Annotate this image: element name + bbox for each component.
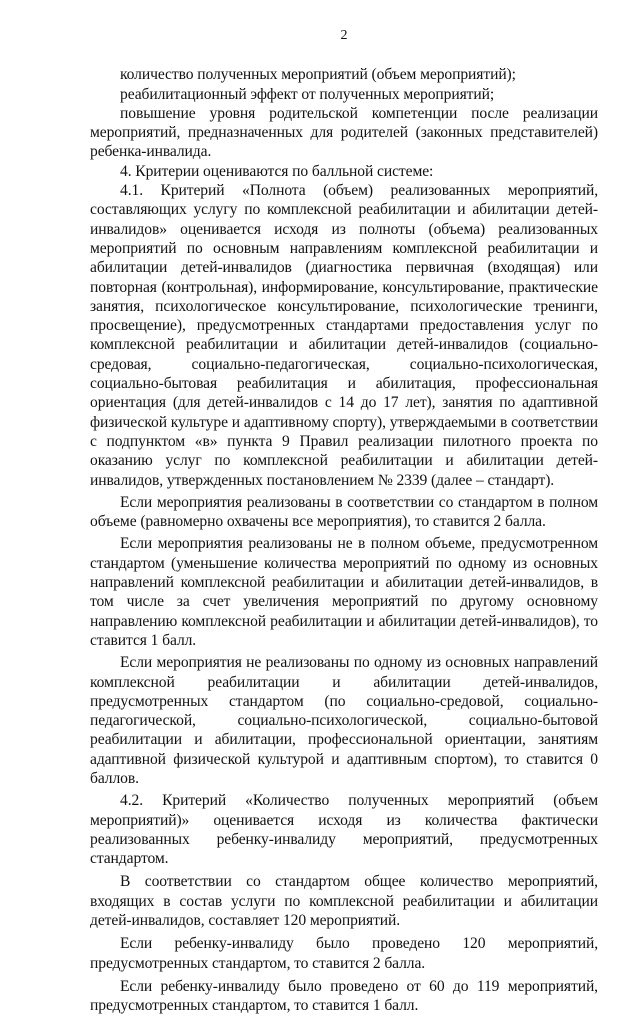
paragraph-full-volume-2-points: Если мероприятия реализованы в соответствии со стандартом в полном объеме (равномерно охвачены все мероприятия), то ставится 2 балла. [90,493,598,531]
document-page [90,26,598,1016]
paragraph-total-120-activities: В соответствии со стандартом общее количество мероприятий, входящих в состав услуги по комплексной реабилитации и абилитации детей-инвалидов, составляет 120 мероприятий. [90,873,598,930]
paragraph-120-activities-2-points: Если ребенку-инвалиду было проведено 120 мероприятий, предусмотренных стандартом, то ставится 2 балла. [90,935,598,972]
paragraph-60-119-activities-1-point: Если ребенку-инвалиду было проведено от 60 до 119 мероприятий, предусмотренных стандартом, то ставится 1 балл. [90,977,598,1015]
paragraph-partial-volume-1-point: Если мероприятия реализованы не в полном объеме, предусмотренном стандартом (уменьшение количества мероприятий по одному из основных направлений комплексной реабилитации и абилитации детей-инвалидов, в том числе за счет увеличения мероприятий по другому основному направлению комплексной реабилитации и абилитации детей-инвалидов), то ставится 1 балл. [90,535,598,649]
paragraph-scoring-system: 4. Критерии оцениваются по балльной системе: [120,162,434,180]
paragraph-not-implemented-0-points: Если мероприятия не реализованы по одному из основных направлений комплексной реабилитации и абилитации детей-инвалидов, предусмотренных стандартом (по социально-средовой, социально-педагогической, социально-психологической, социально-бытовой реабилитации и абилитации, профессиональной ориентации, занятиям адаптивной физической культурой и адаптивным спортом), то ставится 0 баллов. [90,654,598,787]
paragraph-criterion-4-2: 4.2. Критерий «Количество полученных мероприятий (объем мероприятий)» оценивается исходя из количества фактически реализованных ребенку-инвалиду мероприятий, предусмотренных стандартом. [90,792,598,868]
paragraph-criterion-effect: реабилитационный эффект от полученных мероприятий; [120,85,495,103]
page-number: 2 [340,28,348,43]
paragraph-criterion-4-1: 4.1. Критерий «Полнота (объем) реализованных мероприятий, составляющих услугу по комплексной реабилитации и абилитации детей-инвалидов» оценивается исходя из полноты (объема) реализованных мероприятий по основным направлениям комплексной реабилитации и абилитации детей-инвалидов (диагностика первичная (входящая) или повторная (контрольная), информирование, консультирование, практические занятия, психологическое консультирование, психологические тренинги, просвещение), предусмотренных стандартами предоставления услуг по комплексной реабилитации и абилитации детей-инвалидов (социально-средовая, социально-педагогическая, социально-психологическая, социально-бытовая реабилитация и абилитация, профессиональная ориентация (для детей-инвалидов с 14 до 17 лет), занятия по адаптивной физической культуре и адаптивному спорту), утверждаемыми в соответствии с подпунктом «в» пункта 9 Правил реализации пилотного проекта по оказанию услуг по комплексной реабилитации и абилитации детей-инвалидов, утвержденных постановлением № 2339 (далее – стандарт). [90,182,598,489]
paragraph-criterion-count: количество полученных мероприятий (объем мероприятий); [120,66,516,84]
paragraph-criterion-competence: повышение уровня родительской компетенции после реализации мероприятий, предназначенных для родителей (законных представителей) ребенка-инвалида. [90,104,598,161]
